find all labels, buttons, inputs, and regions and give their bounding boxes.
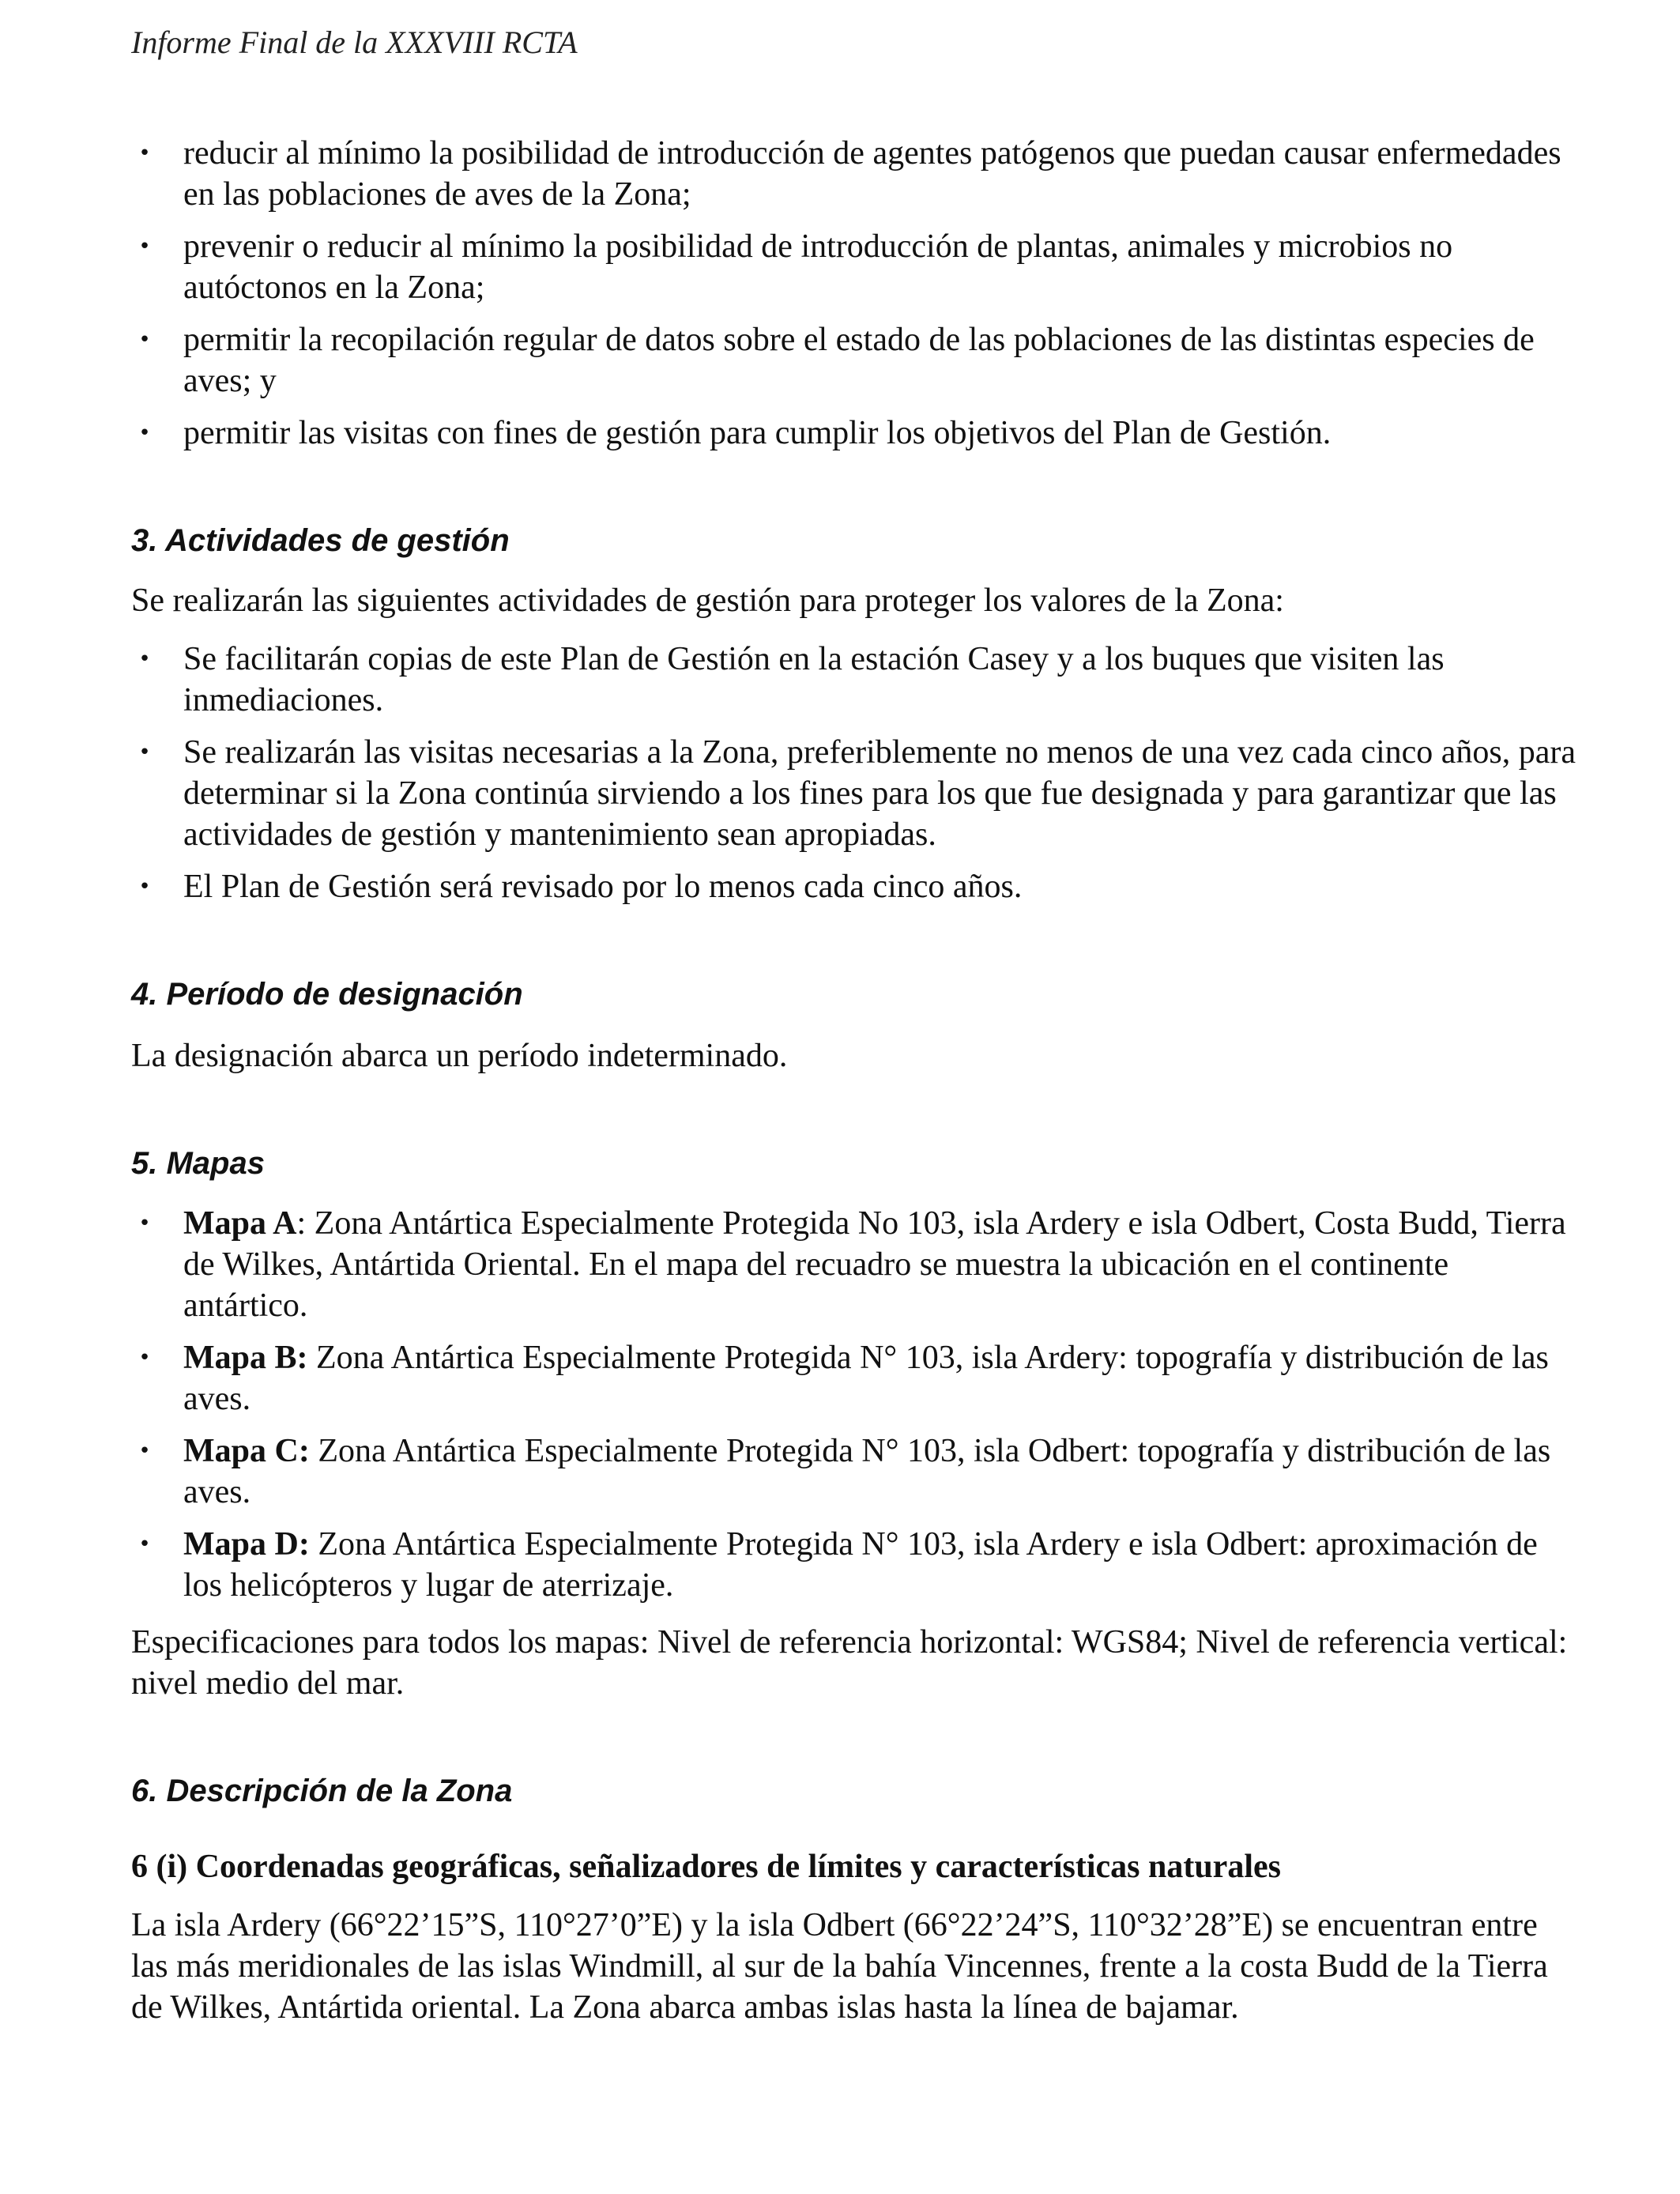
list-item: • permitir las visitas con fines de gestión para cumplir los objetivos del Plan de Gestión. <box>131 413 1577 454</box>
section-6-text: La isla Ardery (66°22’15”S, 110°27’0”E) y la isla Odbert (66°22’24”S, 110°32’28”E) se encuentran entre las más meridionales de las islas Windmill, al sur de la bahía Vincennes, frente a la costa Budd de la Tierra de Wilkes, Antártida oriental. La Zona abarca ambas islas hasta la línea de bajamar. <box>131 1907 1548 2026</box>
maps-specifications: Especificaciones para todos los mapas: Nivel de referencia horizontal: WGS84; Nivel de referencia vertical: nivel medio del mar. <box>131 1624 1568 1702</box>
subsection-heading-6-i: 6 (i) Coordenadas geográficas, señalizadores de límites y características naturales <box>131 1849 1281 1885</box>
objectives-list <box>131 133 1577 465</box>
bullet-icon: • <box>138 328 151 352</box>
map-label: Mapa A <box>183 1205 297 1242</box>
section-heading-4: 4. Período de designación <box>131 977 523 1012</box>
list-item: • reducir al mínimo la posibilidad de introducción de agentes patógenos que puedan causar enfermedades en las poblaciones de aves de la Zona; <box>131 133 1577 215</box>
management-activities-list <box>131 639 1577 918</box>
section-heading-5: 5. Mapas <box>131 1146 265 1181</box>
list-item: • El Plan de Gestión será revisado por lo menos cada cinco años. <box>131 866 1577 907</box>
maps-list <box>131 1203 1577 1617</box>
section-heading-3: 3. Actividades de gestión <box>131 523 510 558</box>
map-label: Mapa C: <box>183 1433 310 1469</box>
bullet-icon: • <box>138 141 151 165</box>
bullet-icon: • <box>138 875 151 899</box>
list-item: • permitir la recopilación regular de datos sobre el estado de las poblaciones de las distintas especies de aves; y <box>131 319 1577 401</box>
bullet-icon: • <box>138 647 151 671</box>
section-3-intro: Se realizarán las siguientes actividades de gestión para proteger los valores de la Zona: <box>131 582 1284 619</box>
section-4-text: La designación abarca un período indeterminado. <box>131 1038 788 1074</box>
map-label: Mapa D: <box>183 1526 310 1563</box>
list-item: • Se facilitarán copias de este Plan de Gestión en la estación Casey y a los buques que visiten las inmediaciones. <box>131 639 1577 721</box>
list-item: • Mapa D: Zona Antártica Especialmente Protegida N° 103, isla Ardery e isla Odbert: aproximación de los helicópteros y lugar de aterrizaje. <box>131 1524 1577 1606</box>
running-header: Informe Final de la XXXVIII RCTA <box>131 25 578 60</box>
list-item: • prevenir o reducir al mínimo la posibilidad de introducción de plantas, animales y microbios no autóctonos en la Zona; <box>131 226 1577 308</box>
bullet-icon: • <box>138 1532 151 1556</box>
map-label: Mapa B: <box>183 1340 308 1376</box>
bullet-icon: • <box>138 741 151 764</box>
list-item: • Mapa A: Zona Antártica Especialmente Protegida No 103, isla Ardery e isla Odbert, Costa Budd, Tierra de Wilkes, Antártida Oriental. En el mapa del recuadro se muestra la ubicación en el continente antártico. <box>131 1203 1577 1326</box>
list-item: • Mapa B: Zona Antártica Especialmente Protegida N° 103, isla Ardery: topografía y distribución de las aves. <box>131 1337 1577 1419</box>
list-item: • Se realizarán las visitas necesarias a la Zona, preferiblemente no menos de una vez cada cinco años, para determinar si la Zona continúa sirviendo a los fines para los que fue designada y para garantizar que las actividades de gestión y mantenimiento sean apropiadas. <box>131 732 1577 855</box>
bullet-icon: • <box>138 421 151 445</box>
list-item: • Mapa C: Zona Antártica Especialmente Protegida N° 103, isla Odbert: topografía y distribución de las aves. <box>131 1431 1577 1513</box>
bullet-icon: • <box>138 1439 151 1463</box>
bullet-icon: • <box>138 1346 151 1370</box>
bullet-icon: • <box>138 1212 151 1235</box>
section-heading-6: 6. Descripción de la Zona <box>131 1774 513 1808</box>
bullet-icon: • <box>138 235 151 258</box>
